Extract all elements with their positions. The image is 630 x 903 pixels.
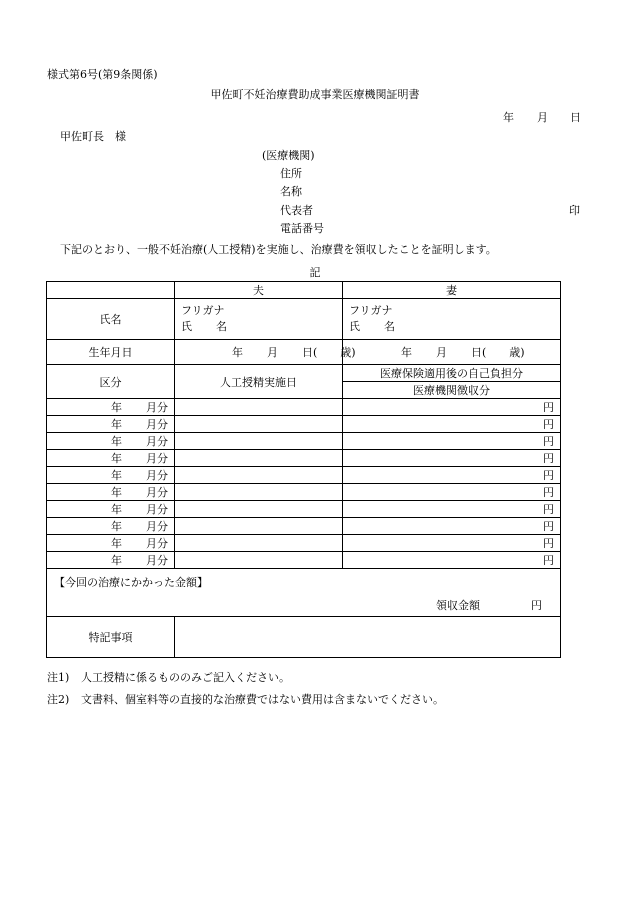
table-row [47,433,561,450]
name-row [47,299,561,340]
month-period-cell [47,450,175,467]
table-row [47,416,561,433]
institution-phone-label: 電話番号 [280,222,324,235]
amount-field[interactable] [343,552,561,569]
table-row [47,467,561,484]
month-row-month: 月分 [146,401,168,414]
insemination-date-field[interactable] [175,399,343,416]
special-notes-row [47,617,561,658]
insemination-date-field[interactable] [175,450,343,467]
insemination-date-field[interactable] [175,433,343,450]
husband-birth-age: 歳) [340,346,356,359]
month-row-year: 年 [111,520,122,533]
wife-birth-day: 日( [471,346,487,359]
amount-field[interactable] [343,416,561,433]
amount-field[interactable] [343,450,561,467]
month-period-cell [47,484,175,501]
category-header-row-1 [47,365,561,382]
self-pay-label: 医療保険適用後の自己負担分 [343,365,561,382]
yen-unit: 円 [543,452,554,465]
insemination-date-field[interactable] [175,552,343,569]
date-year-label: 年 [503,111,514,124]
month-period-cell [47,433,175,450]
amount-field[interactable] [343,433,561,450]
institution-address-label: 住所 [280,167,302,180]
amount-field[interactable] [343,518,561,535]
category-label: 区分 [47,365,175,399]
month-row-year: 年 [111,418,122,431]
month-row-month: 月分 [146,418,168,431]
certificate-table [46,281,561,658]
husband-mei-label: 名 [216,320,227,333]
month-period-cell [47,467,175,484]
wife-header: 妻 [343,282,561,299]
institution-name-label: 名称 [280,185,302,198]
month-row-year: 年 [111,503,122,516]
birth-row [47,340,561,365]
insemination-date-field[interactable] [175,501,343,518]
husband-birth-field[interactable] [175,340,356,365]
husband-shi-label: 氏 [181,320,192,333]
note-2-text: 文書料、個室料等の直接的な治療費ではない費用は含まないでください。 [81,693,444,706]
yen-unit: 円 [543,401,554,414]
table-row [47,501,561,518]
certification-statement: 下記のとおり、一般不妊治療(人工授精)を実施し、治療費を領収したことを証明します。 [60,243,497,256]
amount-field[interactable] [343,501,561,518]
month-period-cell [47,518,175,535]
month-row-year: 年 [111,401,122,414]
insemination-date-field[interactable] [175,484,343,501]
spouse-header-row [47,282,561,299]
insemination-date-field[interactable] [175,518,343,535]
wife-mei-label: 名 [384,320,395,333]
yen-unit: 円 [543,486,554,499]
wife-birth-age: 歳) [509,346,525,359]
wife-birth-year: 年 [401,346,412,359]
document-title: 甲佐町不妊治療費助成事業医療機関証明書 [210,88,420,101]
month-row-year: 年 [111,452,122,465]
date-month-label: 月 [537,111,548,124]
receipt-yen-unit: 円 [531,599,542,612]
table-row [47,484,561,501]
note-1-label: 注1) [47,671,70,684]
month-row-month: 月分 [146,486,168,499]
yen-unit: 円 [543,554,554,567]
month-period-cell [47,501,175,518]
amount-field[interactable] [343,535,561,552]
month-period-cell [47,535,175,552]
insemination-date-field[interactable] [175,535,343,552]
husband-birth-month: 月 [267,346,278,359]
husband-furigana-label: フリガナ [181,304,225,317]
month-row-month: 月分 [146,435,168,448]
yen-unit: 円 [543,520,554,533]
month-row-year: 年 [111,469,122,482]
month-row-year: 年 [111,554,122,567]
amount-field[interactable] [343,484,561,501]
month-row-month: 月分 [146,469,168,482]
total-amount-cell[interactable] [47,569,561,617]
yen-unit: 円 [543,503,554,516]
special-notes-field[interactable] [175,617,561,658]
month-row-month: 月分 [146,520,168,533]
wife-furigana-label: フリガナ [349,304,393,317]
wife-name-field[interactable] [343,299,561,340]
insemination-date-field[interactable] [175,416,343,433]
table-row [47,518,561,535]
insemination-date-field[interactable] [175,467,343,484]
insemination-date-label: 人工授精実施日 [175,365,343,399]
yen-unit: 円 [543,469,554,482]
total-label: 【今回の治療にかかった金額】 [54,576,208,589]
receipt-amount-label: 領収金額 [436,599,480,612]
table-row [47,399,561,416]
note-2 [47,694,444,705]
month-row-month: 月分 [146,452,168,465]
seal-mark: 印 [569,204,580,217]
month-row-year: 年 [111,435,122,448]
special-notes-label: 特記事項 [47,617,175,658]
institution-label: (医療機関) [262,149,315,162]
husband-birth-year: 年 [232,346,243,359]
wife-shi-label: 氏 [349,320,360,333]
amount-field[interactable] [343,467,561,484]
note-1 [47,672,290,683]
note-1-text: 人工授精に係るもののみご記入ください。 [81,671,290,684]
month-period-cell [47,399,175,416]
name-row-label: 氏名 [47,299,175,340]
month-row-year: 年 [111,486,122,499]
husband-birth-day: 日( [302,346,318,359]
month-period-cell [47,552,175,569]
form-number: 様式第6号(第9条関係) [47,68,158,81]
total-row [47,569,561,617]
birth-row-label: 生年月日 [47,340,175,365]
collected-label: 医療機関徴収分 [343,382,561,399]
month-row-month: 月分 [146,554,168,567]
husband-name-field[interactable] [175,299,343,340]
month-row-month: 月分 [146,537,168,550]
institution-representative-label: 代表者 [280,204,313,217]
amount-field[interactable] [343,399,561,416]
date-day-label: 日 [570,111,581,124]
yen-unit: 円 [543,418,554,431]
month-period-cell [47,416,175,433]
husband-header: 夫 [175,282,343,299]
table-row [47,535,561,552]
month-row-year: 年 [111,537,122,550]
yen-unit: 円 [543,435,554,448]
wife-birth-month: 月 [436,346,447,359]
month-row-month: 月分 [146,503,168,516]
yen-unit: 円 [543,537,554,550]
ki-heading: 記 [309,266,321,279]
table-row [47,552,561,569]
wife-birth-field[interactable] [343,340,561,365]
addressee: 甲佐町長 様 [60,130,126,143]
note-2-label: 注2) [47,693,70,706]
table-row [47,450,561,467]
